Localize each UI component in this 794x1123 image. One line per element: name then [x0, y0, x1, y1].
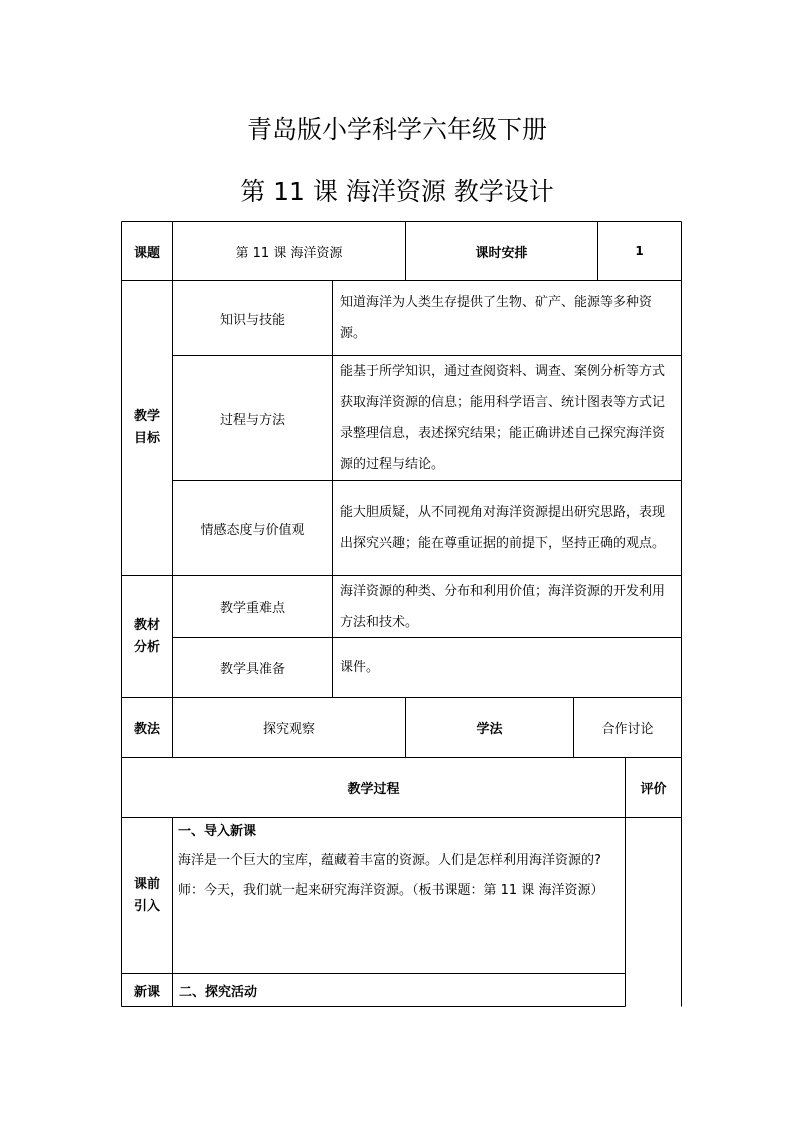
objective-text-attitude: 能大胆质疑，从不同视角对海洋资源提出研究思路，表现出探究兴趣；能在尊重证据的前提下，坚持正确的观点。: [340, 505, 666, 551]
evaluation-header: 评价: [640, 782, 667, 797]
material-name-tools: 教学具准备: [219, 662, 285, 677]
objective-name-attitude: 情感态度与价值观: [200, 522, 305, 538]
intro-paragraph-1: 海洋是一个巨大的宝库，蕴藏着丰富的资源。人们是怎样利用海洋资源的?: [178, 853, 601, 868]
teaching-method-label: 教法: [133, 722, 160, 737]
learning-method-label: 学法: [476, 722, 503, 737]
objective-text-knowledge: 知道海洋为人类生存提供了生物、矿产、能源等多种资源。: [340, 295, 653, 341]
period-label: 课时安排: [475, 245, 528, 261]
new-lesson-label: 新课: [133, 984, 160, 1000]
intro-label: 课前 引入: [133, 876, 160, 914]
objective-name-knowledge: 知识与技能: [219, 312, 285, 328]
lesson-title: 第 11 课 海洋资源 教学设计: [240, 177, 554, 206]
topic-label: 课题: [133, 245, 160, 261]
document-title: 青岛版小学科学六年级下册: [246, 115, 547, 144]
learning-method-value: 合作讨论: [601, 722, 654, 737]
new-lesson-heading: 二、探究活动: [179, 984, 258, 1000]
intro-paragraph-2: 师：今天，我们就一起来研究海洋资源。（板书课题：第 11 课 海洋资源）: [178, 883, 604, 898]
objectives-label: 教学 目标: [133, 409, 160, 446]
process-header: 教学过程: [347, 782, 400, 797]
material-text-keypoints: 海洋资源的种类、分布和利用价值；海洋资源的开发利用方法和技术。: [340, 583, 666, 630]
period-value: 1: [635, 244, 644, 258]
material-name-keypoints: 教学重难点: [219, 601, 285, 616]
objective-name-process: 过程与方法: [219, 412, 285, 428]
topic-value: 第 11 课 海洋资源: [235, 245, 343, 261]
objective-text-process: 能基于所学知识，通过查阅资料、调查、案例分析等方式获取海洋资源的信息；能用科学语言、统计图表等方式记录整理信息，表述探究结果；能正确讲述自己探究海洋资源的过程与结论。: [340, 364, 666, 472]
materials-label: 教材 分析: [133, 617, 160, 655]
material-text-tools: 课件。: [340, 660, 380, 675]
intro-heading: 一、导入新课: [178, 824, 257, 839]
teaching-method-value: 探究观察: [262, 722, 315, 737]
